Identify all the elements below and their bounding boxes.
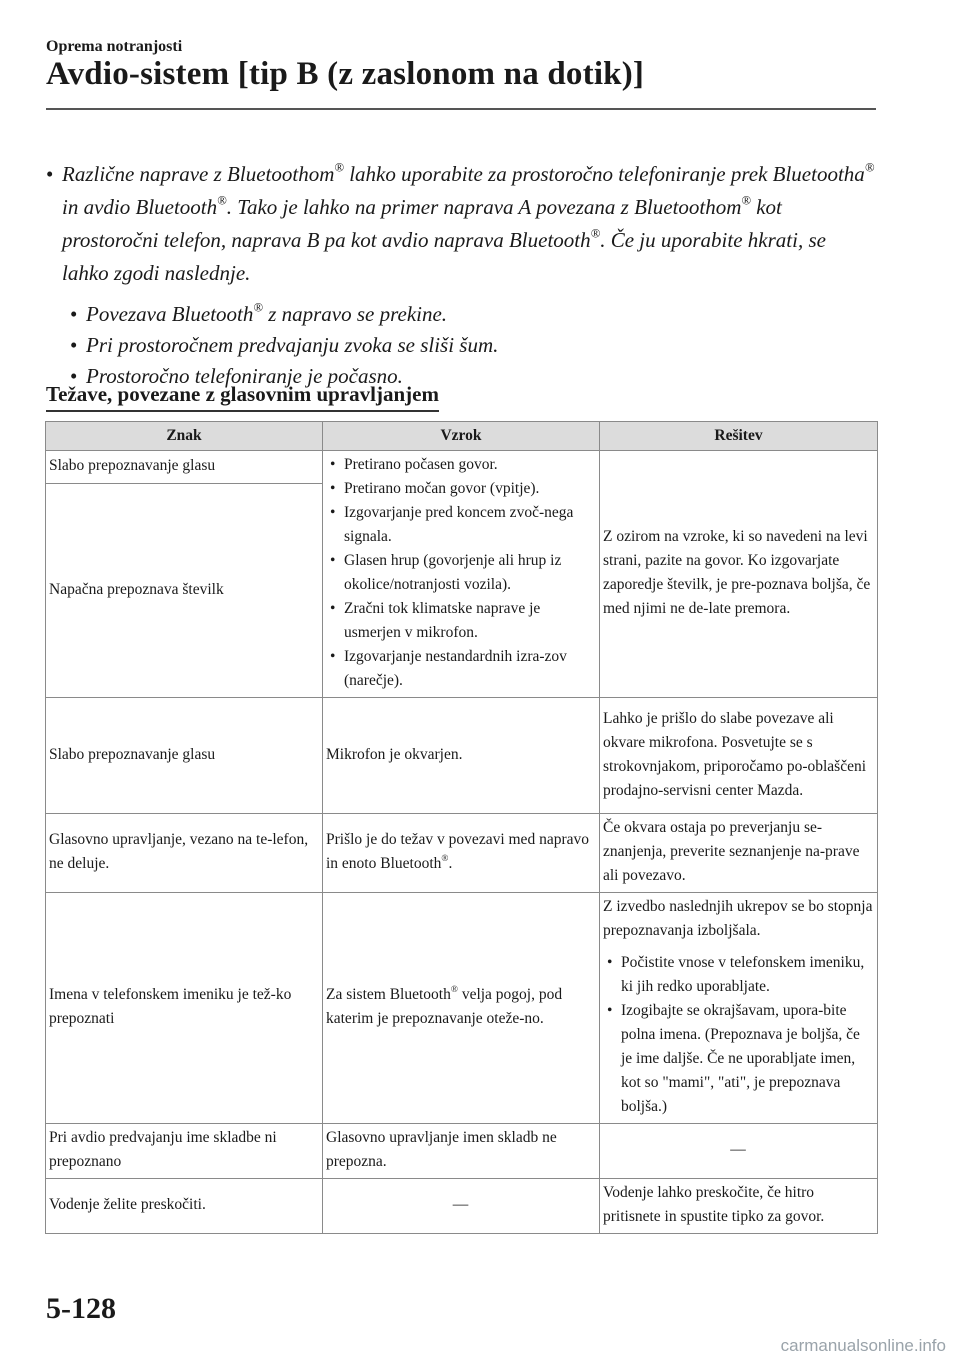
sub-item-text: Pri prostoročnem predvajanju zvoka se sliši šum. bbox=[86, 333, 499, 357]
page-number: 5-128 bbox=[46, 1292, 116, 1325]
table-row bbox=[46, 893, 878, 1124]
symptom-cell: Glasovno upravljanje, vezano na te-lefon, ne deluje. bbox=[46, 814, 323, 893]
sub-item-text: Prostoročno telefoniranje je počasno. bbox=[86, 364, 403, 388]
solution-cell: Z ozirom na vzroke, ki so navedeni na levi strani, pazite na govor. Ko izgovarjate zaporedje številk, je pre-poznava boljša, če med njimi ne de-late premora. bbox=[600, 451, 878, 698]
list-item: • Pretirano močan govor (vpitje). bbox=[326, 477, 595, 501]
cause-cell: — bbox=[323, 1179, 600, 1234]
sub-item-text: z napravo se prekine. bbox=[262, 302, 448, 326]
table-row bbox=[46, 1124, 878, 1179]
sub-item-text: Povezava Bluetooth bbox=[86, 302, 254, 326]
symptom-cell: Napačna prepoznava številk bbox=[46, 484, 323, 698]
column-header-symptom: Znak bbox=[46, 422, 323, 451]
bullet-icon: • bbox=[46, 162, 54, 186]
solution-cell: Če okvara ostaja po preverjanju se-znanjenja, preverite seznanjenje na-prave ali povezavo. bbox=[600, 814, 878, 893]
symptom-cell: Slabo prepoznavanje glasu bbox=[46, 451, 323, 484]
intro-bullet bbox=[46, 158, 876, 290]
registered-mark: ® bbox=[217, 193, 227, 208]
intro-notes bbox=[46, 158, 876, 392]
section-label: Oprema notranjosti bbox=[46, 38, 183, 55]
registered-mark: ® bbox=[741, 193, 751, 208]
intro-text: . Tako je lahko na primer naprava A povezana z Bluetoothom bbox=[226, 195, 742, 219]
column-header-cause: Vzrok bbox=[323, 422, 600, 451]
symptom-cell: Slabo prepoznavanje glasu bbox=[46, 698, 323, 814]
list-item: • Počistite vnose v telefonskem imeniku, ki jih redko uporabljate. bbox=[603, 951, 873, 999]
registered-mark: ® bbox=[334, 160, 344, 175]
table-row bbox=[46, 698, 878, 814]
title-divider bbox=[46, 108, 876, 110]
cause-cell: Prišlo je do težav v povezavi med napravo in enoto Bluetooth®. bbox=[323, 814, 600, 893]
bullet-icon: • bbox=[330, 552, 336, 569]
registered-mark: ® bbox=[441, 854, 449, 865]
solution-cell: — bbox=[600, 1124, 878, 1179]
list-item: • Izogibajte se okrajšavam, upora-bite polna imena. (Prepoznava je boljša, če je ime daljše. Če ne uporabljate imen, kot so "mami", "ati", je prepoznava boljša.) bbox=[603, 999, 873, 1119]
registered-mark: ® bbox=[864, 160, 875, 175]
bullet-icon: • bbox=[330, 648, 336, 665]
intro-text: . Če ju uporabite hkrati, se lahko zgodi naslednje. bbox=[62, 228, 826, 285]
table-row bbox=[46, 814, 878, 893]
bullet-icon: • bbox=[330, 456, 336, 473]
symptom-cell: Vodenje želite preskočiti. bbox=[46, 1179, 323, 1234]
cause-list bbox=[326, 453, 595, 693]
table-row bbox=[46, 1179, 878, 1234]
bullet-icon: • bbox=[330, 480, 336, 497]
troubleshooting-table bbox=[45, 421, 878, 1234]
bullet-icon: • bbox=[70, 364, 78, 388]
intro-text: lahko uporabite za prostoročno telefoniranje prek Bluetootha bbox=[343, 162, 865, 186]
cause-cell: Mikrofon je okvarjen. bbox=[323, 698, 600, 814]
bullet-icon: • bbox=[607, 954, 613, 971]
section-heading: Težave, povezane z glasovnim upravljanjem bbox=[46, 382, 439, 412]
registered-mark: ® bbox=[253, 300, 263, 315]
list-item: • Glasen hrup (govorjenje ali hrup iz okolice/notranjosti vozila). bbox=[326, 549, 595, 597]
bullet-icon: • bbox=[330, 600, 336, 617]
list-item: • Izgovarjanje nestandardnih izra-zov (narečje). bbox=[326, 645, 595, 693]
bullet-icon: • bbox=[607, 1002, 613, 1019]
intro-sub-item bbox=[70, 299, 876, 330]
intro-sub-list bbox=[46, 299, 876, 392]
intro-text: in avdio Bluetooth bbox=[62, 195, 218, 219]
cause-cell bbox=[323, 451, 600, 698]
registered-mark: ® bbox=[450, 985, 458, 996]
bullet-icon: • bbox=[330, 504, 336, 521]
cause-cell: Za sistem Bluetooth® velja pogoj, pod katerim je prepoznavanje oteže-no. bbox=[323, 893, 600, 1124]
column-header-solution: Rešitev bbox=[600, 422, 878, 451]
bullet-icon: • bbox=[70, 333, 78, 357]
registered-mark: ® bbox=[590, 226, 601, 241]
intro-text: Različne naprave z Bluetoothom bbox=[62, 162, 335, 186]
intro-text: kot prostoročni telefon, naprava B pa kot avdio naprava Bluetooth bbox=[62, 195, 782, 252]
solution-intro: Z izvedbo naslednjih ukrepov se bo stopnja prepoznavanja izboljšala. bbox=[603, 898, 873, 939]
symptom-cell: Imena v telefonskem imeniku je tež-ko prepoznati bbox=[46, 893, 323, 1124]
table-header-row bbox=[46, 422, 878, 451]
solution-cell bbox=[600, 893, 878, 1124]
solution-cell: Vodenje lahko preskočite, če hitro pritisnete in spustite tipko za govor. bbox=[600, 1179, 878, 1234]
solution-list bbox=[603, 951, 873, 1119]
solution-cell: Lahko je prišlo do slabe povezave ali okvare mikrofona. Posvetujte se s strokovnjakom, priporočamo po-oblaščeni prodajno-servisni center Mazda. bbox=[600, 698, 878, 814]
list-item: • Zračni tok klimatske naprave je usmerjen v mikrofon. bbox=[326, 597, 595, 645]
intro-sub-item bbox=[70, 330, 876, 361]
page-title: Avdio-sistem [tip B (z zaslonom na dotik)] bbox=[46, 56, 645, 92]
table-row bbox=[46, 451, 878, 484]
bullet-icon: • bbox=[70, 302, 78, 326]
list-item: • Izgovarjanje pred koncem zvoč-nega signala. bbox=[326, 501, 595, 549]
list-item: • Pretirano počasen govor. bbox=[326, 453, 595, 477]
symptom-cell: Pri avdio predvajanju ime skladbe ni prepoznano bbox=[46, 1124, 323, 1179]
cause-cell: Glasovno upravljanje imen skladb ne prepozna. bbox=[323, 1124, 600, 1179]
watermark: carmanualsonline.info bbox=[780, 1336, 946, 1355]
